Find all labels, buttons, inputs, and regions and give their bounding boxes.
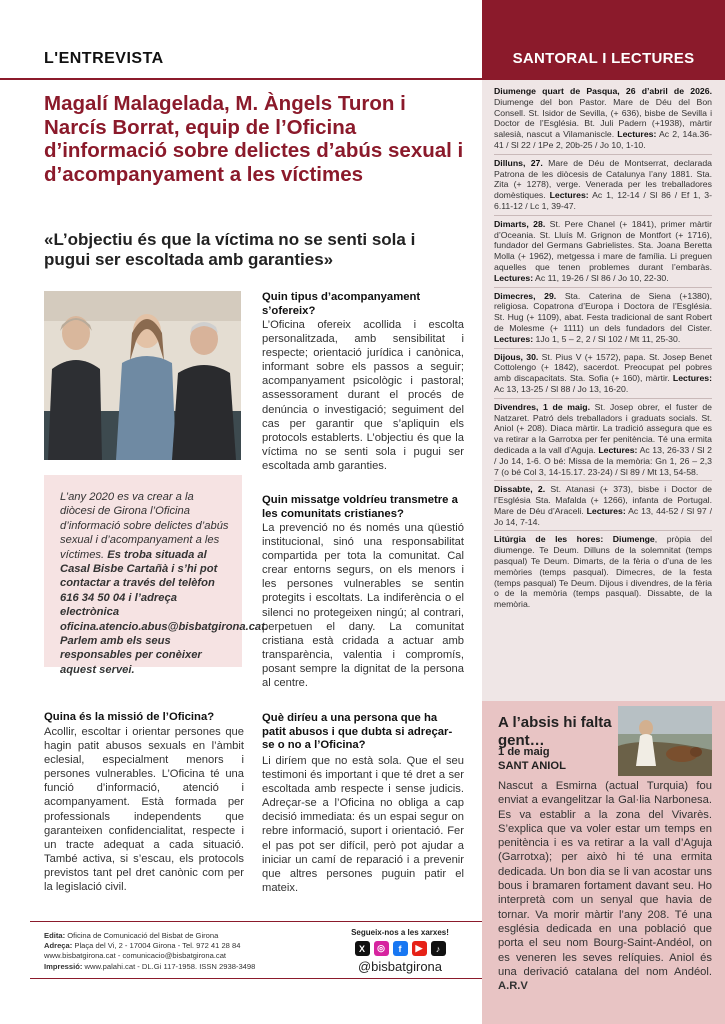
entry-lectures-label: Lectures: (586, 505, 626, 516)
question-support: Quin tipus d’acompanyament s’ofereix? (262, 291, 421, 317)
entry-text: St. Josep obrer, el fuster de Natzaret. Patró dels treballadors i graduats socials. St. Aniol (+ 208). Diaca màrtir. La tradició assegura que es va retirar a la Garrotxa per fer penitència. Té una ermita dedicada a la vall d’Aguja. (494, 401, 712, 455)
footer-credits (44, 931, 334, 972)
entry-text: Sta. Caterina de Siena (+1380), religiosa. Copatrona d’Europa i Doctora de l’Església. St. Hug (+ 1109), abat. Festa tradicional de sant Robert de Molesme (+ 1111) un dels fundadors del Cister. (494, 290, 712, 333)
entry-readings: Ac 13, 44-52 / Sl 97 / Jo 14, 7-14. (494, 505, 712, 527)
footer-rule-bottom (30, 978, 482, 979)
santoral-entry (494, 291, 712, 349)
santoral-entry (494, 352, 712, 399)
instagram-icon[interactable]: ◎ (374, 941, 389, 956)
youtube-icon[interactable]: ▶ (412, 941, 427, 956)
entry-lectures-label: Lectures: (494, 333, 534, 344)
entry-lectures-label: Lectures: (598, 444, 638, 455)
santoral-entry (494, 402, 712, 482)
sidebar-title: SANTORAL I LECTURES (482, 36, 725, 80)
santoral-entry (494, 484, 712, 531)
sidebar-top-band (482, 0, 725, 36)
entry-text: St. Pius V (+ 1572), papa. St. Josep Benet Cottolengo (+ 1842), sacerdot. Preocupat pel pobres amb discapacitats. Sta. Sofia (+ 160), màrtir. (494, 351, 713, 384)
facebook-icon[interactable]: f (393, 941, 408, 956)
entry-day: Dijous, 30. (494, 351, 539, 362)
entry-readings: 1Jo 1, 5 – 2, 2 / Sl 102 / Mt 11, 25-30. (533, 333, 681, 344)
entry-readings: Ac 13, 26-33 / Sl 2 / Jo 14, 1-6. O bé: Missa de la memòria: Gn 1, 26 – 2,3 7 (o bé Col 3, 14-15.17. 23-24) / Sl 89 / Mt 13, 54-58. (494, 444, 713, 477)
entry-readings: Ac 1, 12-14 / Sl 86 / Ef 1, 3-6.11-12 / Lc 1, 39-47. (494, 190, 712, 211)
answer-message: La prevenció no és només una qüestió institucional, sinó una responsabilitat compartida per tota la comunitat. Cal crear entorns segurs, on els menors i les persones vulnerables se sentin protegits i escoltats. La indiferència o el silenci no protegeixen ningú; al contrari, perpetuen el dany. La comunitat cristiana està cridada a actuar amb transparència, valentia i compromís, posant sempre la dignitat de la persona al centre. (262, 522, 464, 690)
header-rule (0, 78, 482, 80)
section-label: L'ENTREVISTA (44, 50, 164, 67)
photo-illustration (44, 291, 241, 460)
answer-mission: Acollir, escoltar i orientar persones que hagin patit abusos sexuals en l’àmbit eclesial, especialment menors i persones vulnerables. L’Oficina té una funció d’informació, atenció i acompanyament. Està formada per professionals independents que garanteixen confidencialitat, respecte i un tracte adequat a cada situació. També activa, si s’escau, els protocols previstos tant pel dret canònic com per la legislació civil. (44, 726, 244, 894)
tiktok-icon[interactable]: ♪ (431, 941, 446, 956)
article-title: Magalí Malagelada, M. Àngels Turon i Narcís Borrat, equip de l’Oficina d’informació sobre delictes d’abús sexual i d’acompanyament a les víctimes (44, 92, 464, 186)
question-message: Quin missatge voldríeu transmetre a les comunitats cristianes? (262, 494, 458, 520)
question-mission: Quina és la missió de l’Oficina? (44, 711, 215, 723)
answer-victim: Li diríem que no està sola. Que el seu testimoni és important i que té dret a ser escoltada amb respecte i sense judicis. Adreçar-se a l’Oficina no obliga a cap decisió immediata: és un espai segur on rebre informació, suport i orientació. Fer el pas pot ser difícil, però pot ajudar a iniciar un camí de reparació i a prevenir que altres persones puguin patir el mateix. (262, 755, 464, 894)
article-subtitle: «L’objectiu és que la víctima no se senti sola i pugui ser escoltada amb garanties» (44, 230, 416, 269)
adreca-value: Plaça del Vi, 2 - 17004 Girona - Tel. 972 41 28 84 (74, 941, 241, 951)
entry-day: Dissabte, 2. (494, 484, 546, 495)
question-victim: Què diríeu a una persona que ha patit abusos i que dubta si adreçar-se o no a l’Oficina? (262, 712, 453, 751)
entry-text: , pròpia del diumenge. Te Deum. Dilluns de la solemnitat (temps pasqual) Te Deum. Dimarts, de la fèria o d’una de les memòries (temps pasqual). Dimecres, de la festa (temps pasqual) Te Deum. Dijous i divendres, de la fèria o de la memòria (temps pasqual). Dissabte, de la memòria. (494, 534, 712, 610)
footer-rule-top (30, 921, 482, 922)
entry-day: Dimecres, 29. (494, 290, 557, 301)
interview-photo (44, 291, 241, 460)
entry-text: St. Atanasi (+ 373), bisbe i Doctor de l’Església Sta. Mafalda (+ 1266), infanta de Portugal. Mare de Déu d’Araceli. (494, 484, 712, 516)
entry-text: St. Pere Chanel (+ 1841), primer màrtir d’Oceania. St. Lluís M. Grignon de Montfort (+ 1716), fundador del Germans Gabrielistes. Sta. Joana Beretta Molla (+ 1962), metgessa i mare de família. Li preguen aquelles que tenen problemes durant l’embaràs. (494, 218, 712, 272)
entry-day: Litúrgia de les hores: Diumenge (494, 534, 655, 545)
entry-lectures-label: Lectures: (494, 272, 534, 283)
absis-date-block (498, 745, 618, 773)
social-handle[interactable]: @bisbatgirona (357, 959, 443, 974)
absis-signature: A.R.V (498, 980, 528, 993)
absis-body: Nascut a Esmirna (actual Turquia) fou enviat a evangelitzar la Gal·lia Narbonesa. Es va establir a la zona del Vivarès. S’explica que va voler estar um temps en penitència i es va retirar a la vall d’Aguja (Garrotxa); per això hi té una ermita dedicada. Un bon dia se li van acostar uns bous i bramaren fortament davant seu. Ho interpretà com un senyal que havia de tornar. Va morir màrtir l’any 208. Té una església dedicada en una població que porta el seu nom Bourg-Saint-Andéol, on es veneren les seves relíquies. Aniol és una derivació catalana del nom Andéol. (498, 780, 712, 978)
entry-readings: Ac 13, 13-25 / Sl 88 / Jo 13, 16-20. (494, 383, 629, 394)
entry-day: Divendres, 1 de maig. (494, 401, 590, 412)
entry-day: Dimarts, 28. (494, 218, 546, 229)
edita-value: Oficina de Comunicació del Bisbat de Girona (67, 931, 219, 940)
santoral-entry (494, 158, 712, 216)
entry-lectures-label: Lectures: (617, 129, 657, 140)
entry-lectures-label: Lectures: (549, 190, 589, 201)
absis-title: A l’absis hi falta gent… (498, 714, 612, 749)
entry-readings: Ac 2, 14a.36-41 / Sl 22 / 1Pe 2, 20b-25 / Jo 10, 1-10. (494, 129, 713, 150)
absis-date: 1 de maig (498, 746, 550, 758)
santoral-entry (494, 219, 712, 288)
saint-painting (618, 706, 712, 776)
social-icons (350, 941, 450, 956)
santoral-entry (494, 534, 712, 613)
entry-readings: Ac 11, 19-26 / Sl 86 / Jo 10, 22-30. (533, 272, 669, 283)
intro-text-b: Es troba situada al Casal Bisbe Cartañà i s’hi pot contactar a través del telèfon 616 34 50 04 i l’adreça electrònica oficina.atencio.abus@bisbatgirona.cat. Parlem amb els seus responsables per conèixer aquest servei. (60, 548, 268, 676)
absis-text (498, 779, 712, 993)
saint-painting-illustration (618, 706, 712, 776)
santoral-entry (494, 86, 712, 155)
entry-text: Diumenge del bon Pastor. Mare de Déu del Bon Consell. St. Isidor de Sevilla, (+ 636), bisbe de Sevilla i Doctor de l’Església. Bt. Juli Padern (+1938), màrtir salesià, nascut a Vilamaniscle. (494, 96, 712, 140)
x-icon[interactable]: X (355, 941, 370, 956)
entry-day: Dilluns, 27. (494, 157, 543, 168)
answer-support: L’Oficina ofereix acollida i escolta personalitzada, amb sensibilitat i respecte; orientació jurídica i canònica, informant sobre els passos a seguir; acompanyament psicològic i pastoral; assessorament durant el procés de denúncia o investigació; seguiment del cas per garantir que s’apliquin els protocols establerts. L’objectiu és que la víctima no se senti sola i pugui ser escoltada amb garanties. (262, 319, 464, 472)
social-heading: Segueix-nos a les xarxes! (351, 928, 449, 937)
impressio-value: www.palahi.cat - DL.Gi 117-1958. ISSN 2938-3498 (84, 961, 256, 971)
entry-day: Diumenge quart de Pasqua, 26 d’abril de 2026. (494, 86, 712, 96)
entry-text: Mare de Déu de Montserrat, declarada Patrona de les diòcesis de Catalunya l’any 1881. Sta. Zita (+ 1278), verge. Venerada per les treballadores domèstiques. (494, 157, 712, 201)
entry-lectures-label: Lectures: (672, 373, 712, 384)
santoral-list (494, 86, 712, 616)
absis-saint: SANT ANIOL (498, 760, 566, 772)
intro-text (60, 490, 268, 677)
edita-label: Edita: (44, 931, 66, 940)
footer-web-link[interactable]: www.bisbatgirona.cat - comunicacio@bisbatgirona.cat (44, 951, 227, 961)
intro-text-a: L’any 2020 es va crear a la diòcesi de Girona l’Oficina d’informació sobre delictes d’abús sexual i d’acompanyament a les víctimes. (60, 491, 229, 561)
adreca-label: Adreça: (44, 941, 73, 951)
impressio-label: Impressió: (44, 961, 83, 971)
